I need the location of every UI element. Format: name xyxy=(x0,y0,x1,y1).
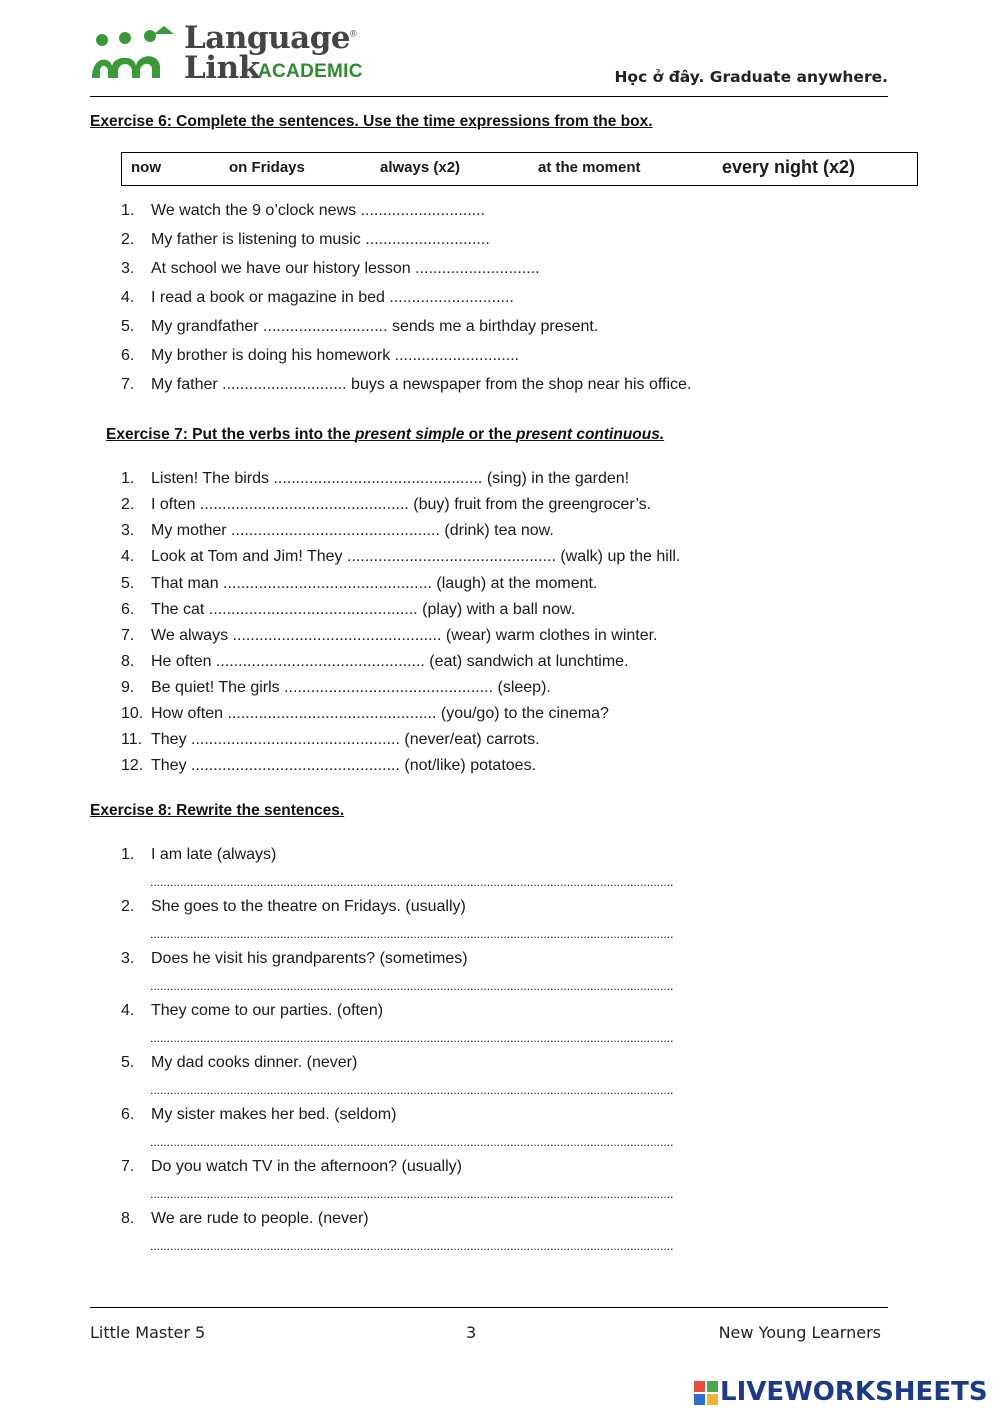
item-number: 4. xyxy=(121,289,135,306)
tagline: Học ở đây. Graduate anywhere. xyxy=(614,68,888,86)
answer-line[interactable]: ............................................................................................................................................................. xyxy=(150,1188,674,1200)
item-number: 8. xyxy=(121,1210,135,1227)
item-number: 6. xyxy=(121,601,135,618)
item-number: 11. xyxy=(121,731,143,748)
item-number: 6. xyxy=(121,347,135,364)
item-number: 3. xyxy=(121,260,135,277)
item-text: My sister makes her bed. (seldom) xyxy=(151,1106,397,1123)
box-item: now xyxy=(131,159,161,176)
answer-line[interactable]: ............................................................................................................................................................. xyxy=(150,1240,674,1252)
item-text: I am late (always) xyxy=(151,846,277,863)
answer-line[interactable]: ............................................................................................................................................................. xyxy=(150,1032,674,1044)
item-number: 4. xyxy=(121,548,135,565)
item-text: Look at Tom and Jim! They ............................................... (walk) up the hill. xyxy=(151,548,681,565)
item-number: 8. xyxy=(121,653,135,670)
answer-line[interactable]: ............................................................................................................................................................. xyxy=(150,1136,674,1148)
item-text: I read a book or magazine in bed ............................ xyxy=(151,289,514,306)
exercise7-title: Exercise 7: Put the verbs into the present simple or the present continuous. xyxy=(106,426,665,443)
logo-language: Language® xyxy=(184,20,357,56)
item-number: 1. xyxy=(121,846,135,863)
item-text: They come to our parties. (often) xyxy=(151,1002,384,1019)
item-text: He often ............................................... (eat) sandwich at lunchtime. xyxy=(151,653,629,670)
item-number: 6. xyxy=(121,1106,135,1123)
item-number: 3. xyxy=(121,950,135,967)
item-text: My grandfather ............................ sends me a birthday present. xyxy=(151,318,599,335)
item-text: We are rude to people. (never) xyxy=(151,1210,369,1227)
box-item: at the moment xyxy=(538,159,641,176)
logo-link: Link xyxy=(184,50,260,86)
item-number: 7. xyxy=(121,627,135,644)
item-text: They ............................................... (never/eat) carrots. xyxy=(151,731,540,748)
box-item: always (x2) xyxy=(380,159,461,176)
answer-line[interactable]: ............................................................................................................................................................. xyxy=(150,980,674,992)
item-number: 2. xyxy=(121,898,135,915)
item-text: The cat ............................................... (play) with a ball now. xyxy=(151,601,576,618)
footer-right: New Young Learners xyxy=(718,1323,881,1342)
item-text: She goes to the theatre on Fridays. (usually) xyxy=(151,898,466,915)
item-number: 7. xyxy=(121,376,135,393)
item-number: 5. xyxy=(121,575,135,592)
item-text: My brother is doing his homework ............................ xyxy=(151,347,520,364)
item-text: My dad cooks dinner. (never) xyxy=(151,1054,358,1071)
logo xyxy=(90,20,363,86)
item-text: We always ............................................... (wear) warm clothes in winter. xyxy=(151,627,658,644)
item-text: I often ............................................... (buy) fruit from the greengrocer’s. xyxy=(151,496,652,513)
item-number: 1. xyxy=(121,470,135,487)
answer-line[interactable]: ............................................................................................................................................................. xyxy=(150,1084,674,1096)
item-text: Listen! The birds ............................................... (sing) in the garden! xyxy=(151,470,630,487)
item-text: Be quiet! The girls ............................................... (sleep). xyxy=(151,679,551,696)
item-text: How often ............................................... (you/go) to the cinema? xyxy=(151,705,609,722)
answer-line[interactable]: ............................................................................................................................................................. xyxy=(150,928,674,940)
item-number: 1. xyxy=(121,202,135,219)
item-number: 5. xyxy=(121,1054,135,1071)
time-expressions-box xyxy=(121,152,918,186)
item-number: 4. xyxy=(121,1002,135,1019)
box-item: every night (x2) xyxy=(722,157,856,177)
item-number: 2. xyxy=(121,496,135,513)
item-text: Do you watch TV in the afternoon? (usually) xyxy=(151,1158,462,1175)
logo-academic: ACADEMIC xyxy=(258,61,363,82)
item-text: My mother ............................................... (drink) tea now. xyxy=(151,522,554,539)
item-number: 7. xyxy=(121,1158,135,1175)
exercise6-title: Exercise 6: Complete the sentences. Use the time expressions from the box. xyxy=(90,113,653,130)
logo-people-icon xyxy=(90,26,182,80)
item-number: 3. xyxy=(121,522,135,539)
liveworksheets-watermark xyxy=(694,1377,990,1407)
footer-left: Little Master 5 xyxy=(90,1323,206,1342)
item-text: At school we have our history lesson ............................ xyxy=(151,260,540,277)
exercise8-title: Exercise 8: Rewrite the sentences. xyxy=(90,802,345,819)
page-number: 3 xyxy=(466,1323,477,1342)
item-text: My father is listening to music ............................ xyxy=(151,231,490,248)
header-divider xyxy=(90,96,888,97)
answer-line[interactable]: ............................................................................................................................................................. xyxy=(150,876,674,888)
item-text: They ............................................... (not/like) potatoes. xyxy=(151,757,537,774)
liveworksheets-logo-icon xyxy=(694,1381,718,1405)
item-text: We watch the 9 o’clock news ............................ xyxy=(151,202,486,219)
footer-divider xyxy=(90,1307,888,1308)
item-number: 10. xyxy=(121,705,144,722)
item-text: Does he visit his grandparents? (sometimes) xyxy=(151,950,468,967)
item-number: 2. xyxy=(121,231,135,248)
item-text: That man ............................................... (laugh) at the moment. xyxy=(151,575,598,592)
box-item: on Fridays xyxy=(229,159,305,176)
item-number: 12. xyxy=(121,757,144,774)
liveworksheets-text: LIVEWORKSHEETS xyxy=(720,1377,988,1407)
item-number: 5. xyxy=(121,318,135,335)
item-text: My father ............................ buys a newspaper from the shop near his office. xyxy=(151,376,692,393)
item-number: 9. xyxy=(121,679,135,696)
